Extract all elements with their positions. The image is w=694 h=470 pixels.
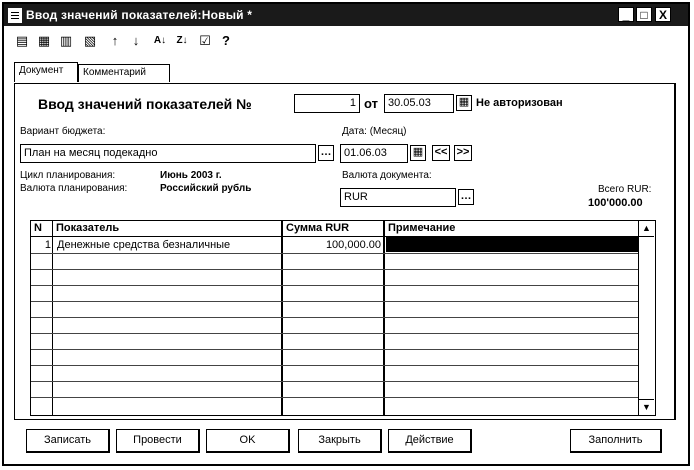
row-amount[interactable]: 100,000.00 — [325, 239, 381, 251]
column-divider — [383, 221, 385, 415]
maximize-button[interactable]: □ — [636, 7, 652, 22]
doc-currency-select-button[interactable]: … — [458, 189, 474, 205]
column-divider — [52, 221, 53, 415]
sort-asc-icon[interactable]: A↓ — [153, 35, 167, 46]
cycle-value: Июнь 2003 г. — [160, 170, 222, 181]
move-down-icon[interactable]: ↓ — [132, 33, 140, 48]
row-line — [31, 333, 639, 334]
row-line — [31, 381, 639, 382]
total-label: Всего RUR: — [598, 184, 652, 195]
currency-value: Российский рубль — [160, 183, 252, 194]
budget-field[interactable]: План на месяц подекадно — [20, 144, 316, 163]
tab-document[interactable]: Документ — [14, 62, 78, 82]
move-up-icon[interactable]: ↑ — [111, 33, 119, 48]
row-line — [31, 397, 639, 398]
currency-label: Валюта планирования: — [20, 183, 128, 194]
copy-icon[interactable]: ▦ — [37, 33, 51, 48]
close-form-button[interactable]: Закрыть — [298, 429, 382, 453]
column-header-n[interactable]: N — [31, 221, 53, 237]
row-line — [31, 269, 639, 270]
cycle-label: Цикл планирования: — [20, 170, 116, 181]
window-title: Ввод значений показателей:Новый * — [26, 8, 253, 22]
edit-icon[interactable]: ▥ — [59, 33, 73, 48]
ok-button[interactable]: OK — [206, 429, 290, 453]
prev-period-button[interactable]: << — [432, 145, 450, 161]
new-icon[interactable]: ▤ — [15, 33, 29, 48]
post-button[interactable]: Провести — [116, 429, 200, 453]
vertical-scrollbar[interactable] — [638, 221, 655, 415]
period-field[interactable]: 01.06.03 — [340, 144, 408, 163]
title-bar[interactable] — [4, 4, 688, 26]
doc-currency-field[interactable]: RUR — [340, 188, 456, 207]
close-button[interactable]: X — [655, 7, 671, 22]
doc-currency-label: Валюта документа: — [342, 170, 432, 181]
row-line — [31, 365, 639, 366]
fill-button[interactable]: Заполнить — [570, 429, 662, 453]
row-line — [31, 317, 639, 318]
period-label: Дата: (Месяц) — [342, 126, 407, 137]
row-number: 1 — [44, 239, 51, 251]
row-note-selected[interactable] — [386, 237, 639, 252]
document-window — [2, 2, 690, 466]
row-line — [31, 301, 639, 302]
check-icon[interactable]: ☑ — [199, 33, 211, 48]
status-label: Не авторизован — [476, 97, 563, 109]
row-line — [31, 285, 639, 286]
budget-label: Вариант бюджета: — [20, 126, 106, 137]
budget-select-button[interactable]: … — [318, 145, 334, 161]
scroll-down-icon[interactable]: ▼ — [639, 399, 654, 415]
row-line — [31, 349, 639, 350]
document-number-field[interactable]: 1 — [294, 94, 360, 113]
save-button[interactable]: Записать — [26, 429, 110, 453]
next-period-button[interactable]: >> — [454, 145, 472, 161]
row-line — [31, 253, 639, 254]
minimize-button[interactable]: _ — [618, 7, 634, 22]
actions-button[interactable]: Действие — [388, 429, 472, 453]
from-label: от — [364, 96, 378, 111]
toolbar — [4, 28, 688, 54]
total-value: 100'000.00 — [588, 197, 643, 209]
copy-row-icon[interactable]: ▧ — [83, 33, 97, 48]
row-indicator[interactable]: Денежные средства безналичные — [57, 239, 231, 251]
form-title: Ввод значений показателей № — [38, 96, 252, 112]
column-divider — [281, 221, 283, 415]
column-header-note[interactable]: Примечание — [385, 221, 639, 237]
sort-desc-icon[interactable]: Z↓ — [176, 35, 188, 46]
document-date-field[interactable]: 30.05.03 — [384, 94, 454, 113]
document-icon — [8, 8, 22, 23]
calendar-icon[interactable]: ▦ — [456, 95, 472, 111]
period-calendar-icon[interactable]: ▦ — [410, 145, 426, 161]
help-icon[interactable]: ? — [222, 33, 230, 48]
indicators-table[interactable] — [30, 220, 656, 416]
scroll-up-icon[interactable]: ▲ — [639, 221, 654, 237]
column-header-indicator[interactable]: Показатель — [53, 221, 281, 237]
tab-comment[interactable]: Комментарий — [78, 64, 170, 82]
column-header-amount[interactable]: Сумма RUR — [283, 221, 383, 237]
